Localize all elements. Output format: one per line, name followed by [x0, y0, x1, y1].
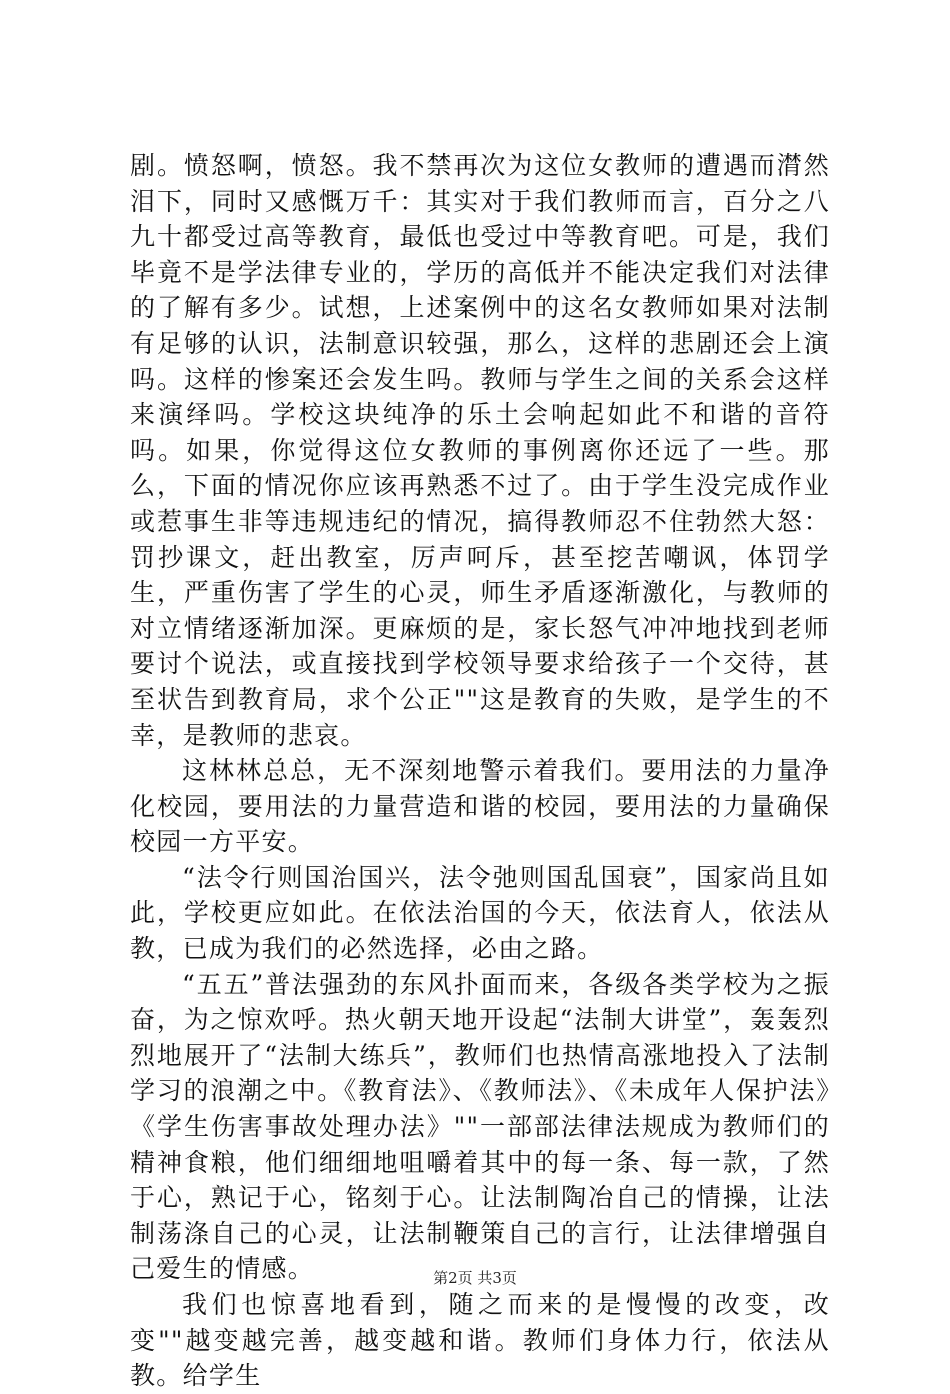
- document-body: [130, 148, 830, 1394]
- paragraph-warning: 这林林总总，无不深刻地警示着我们。要用法的力量净化校园，要用法的力量营造和谐的校园，要用法的力量确保校园一方平安。: [130, 756, 830, 857]
- page-footer: 第2页 共3页: [433, 1269, 517, 1287]
- paragraph-change: 我们也惊喜地看到，随之而来的是慢慢的改变，改变""越变越完善，越变越和谐。教师们身体力行，依法从教。给学生: [130, 1290, 830, 1391]
- paragraph-continuation: 剧。愤怒啊，愤怒。我不禁再次为这位女教师的遭遇而潸然泪下，同时又感慨万千：其实对于我们教师而言，百分之八九十都受过高等教育，最低也受过中等教育吧。可是，我们毕竟不是学法律专业的，学历的高低并不能决定我们对法律的了解有多少。试想，上述案例中的这名女教师如果对法制有足够的认识，法制意识较强，那么，这样的悲剧还会上演吗。这样的惨案还会发生吗。教师与学生之间的关系会这样来演绎吗。学校这块纯净的乐土会响起如此不和谐的音符吗。如果，你觉得这位女教师的事例离你还远了一些。那么，下面的情况你应该再熟悉不过了。由于学生没完成作业或惹事生非等违规违纪的情况，搞得教师忍不住勃然大怒：罚抄课文，赶出教室，厉声呵斥，甚至挖苦嘲讽，体罚学生，严重伤害了学生的心灵，师生矛盾逐渐激化，与教师的对立情绪逐渐加深。更麻烦的是，家长怒气冲冲地找到老师要讨个说法，或直接找到学校领导要求给孩子一个交待，甚至状告到教育局，求个公正""这是教育的失败，是学生的不幸，是教师的悲哀。: [130, 151, 830, 750]
- paragraph-legal-education: “五五”普法强劲的东风扑面而来，各级各类学校为之振奋，为之惊欢呼。热火朝天地开设起“法制大讲堂”，轰轰烈烈地展开了“法制大练兵”，教师们也热情高涨地投入了法制学习的浪潮之中。《教育法》、《教师法》、《未成年人保护法》《学生伤害事故处理办法》""一部部法律法规成为教师们的精神食粮，他们细细地咀嚼着其中的每一条、每一款，了然于心，熟记于心，铭刻于心。让法制陶冶自己的情操，让法制荡涤自己的心灵，让法制鞭策自己的言行，让法律增强自己爱生的情感。: [130, 969, 830, 1284]
- paragraph-rule-of-law: “法令行则国治国兴，法令弛则国乱国衰”，国家尚且如此，学校更应如此。在依法治国的今天，依法育人，依法从教，已成为我们的必然选择，必由之路。: [130, 862, 830, 964]
